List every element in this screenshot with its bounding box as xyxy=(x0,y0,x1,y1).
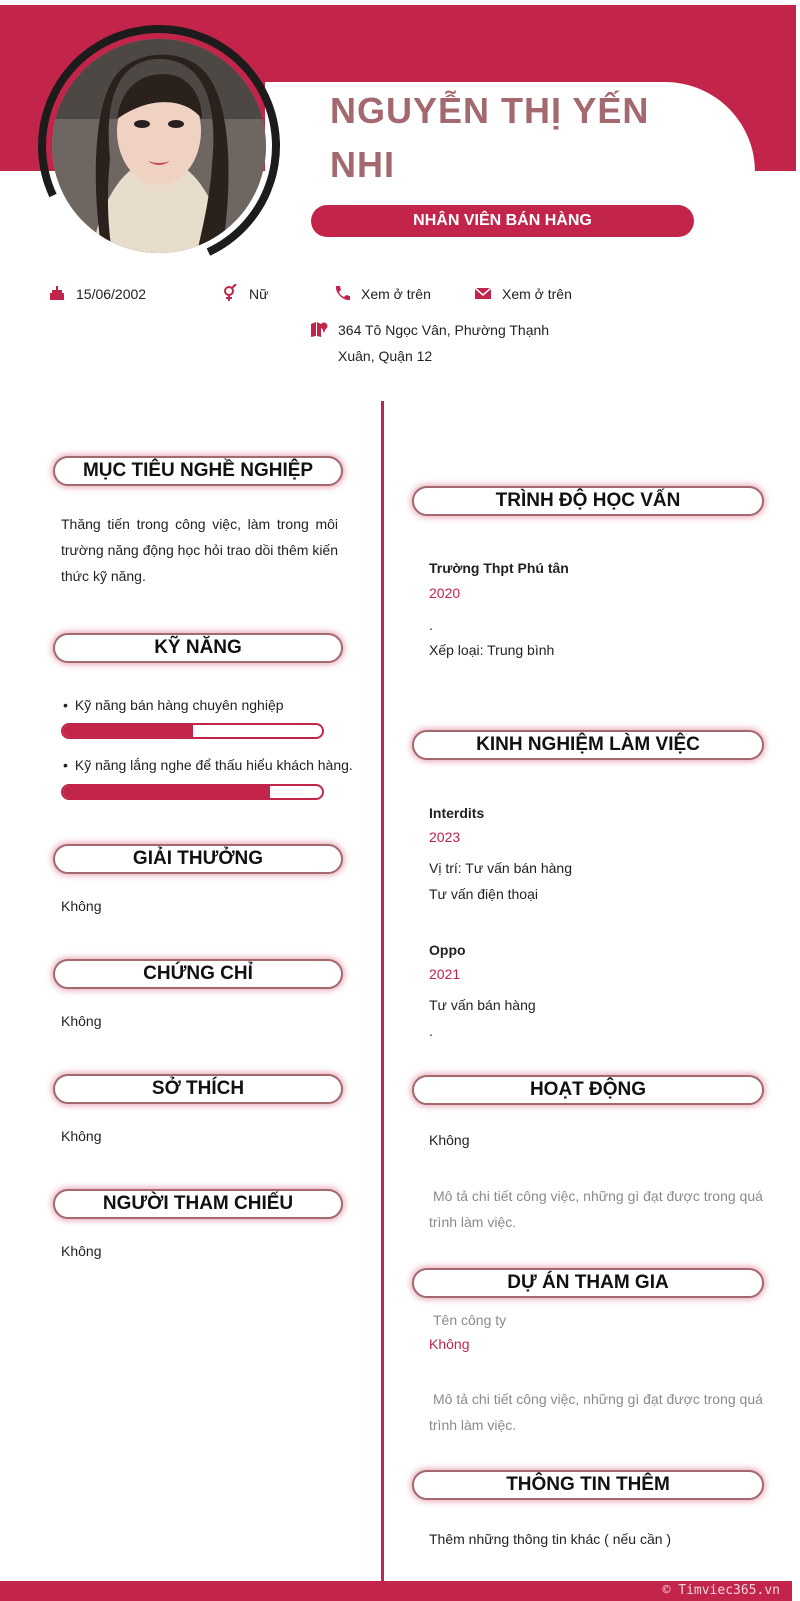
references-heading: NGƯỜI THAM CHIẾU xyxy=(53,1189,343,1219)
skill-bar-2 xyxy=(61,784,324,800)
skill-bar-1 xyxy=(61,723,324,739)
job-title-badge: NHÂN VIÊN BÁN HÀNG xyxy=(311,205,694,237)
activities-placeholder: Mô tả chi tiết công việc, những gì đạt được trong quá trình làm việc. xyxy=(429,1188,763,1230)
phone-value: Xem ở trên xyxy=(361,286,431,302)
projects-placeholder: Mô tả chi tiết công việc, những gì đạt được trong quá trình làm việc. xyxy=(429,1391,763,1433)
objective-heading: MỤC TIÊU NGHỀ NGHIỆP xyxy=(53,456,343,486)
education-school: Trường Thpt Phú tân xyxy=(429,560,569,576)
education-grade: Xếp loại: Trung bình xyxy=(429,642,555,658)
skill-item-2: • Kỹ năng lắng nghe để thấu hiểu khách hàng. xyxy=(63,757,353,773)
skill-bar-2-fill xyxy=(63,786,270,798)
email-value: Xem ở trên xyxy=(502,286,572,302)
certificates-text: Không xyxy=(61,1013,102,1029)
job-1-line1: Vị trí: Tư vấn bán hàng xyxy=(429,860,572,876)
job-2-line1: Tư vấn bán hàng xyxy=(429,997,536,1013)
job-1-company: Interdits xyxy=(429,805,485,821)
extra-text: Thêm những thông tin khác ( nếu cần ) xyxy=(429,1531,672,1547)
birthday-value: 15/06/2002 xyxy=(76,286,147,302)
skill-item-1: • Kỹ năng bán hàng chuyên nghiệp xyxy=(63,697,284,713)
projects-value: Không xyxy=(429,1336,470,1352)
address-value: 364 Tô Ngọc Vân, Phường Thạnh Xuân, Quận 12 xyxy=(338,322,550,364)
job-2-line2: . xyxy=(429,1023,433,1039)
candidate-name: NGUYỄN THỊ YẾN NHI xyxy=(330,90,650,185)
skills-heading: KỸ NĂNG xyxy=(53,633,343,663)
awards-text: Không xyxy=(61,898,102,914)
hobbies-heading: SỞ THÍCH xyxy=(53,1074,343,1104)
column-divider xyxy=(381,401,384,1581)
watermark: © Timviec365.vn xyxy=(662,1583,780,1598)
map-icon xyxy=(310,320,328,338)
hobbies-text: Không xyxy=(61,1128,102,1144)
references-text: Không xyxy=(61,1243,102,1259)
activities-text: Không xyxy=(429,1132,470,1148)
certificates-heading: CHỨNG CHỈ xyxy=(53,959,343,989)
job-2-year: 2021 xyxy=(429,966,461,982)
awards-heading: GIẢI THƯỞNG xyxy=(53,844,343,874)
job-2-company: Oppo xyxy=(429,942,466,958)
objective-text: Thăng tiến trong công việc, làm trong môi trường năng động học hỏi trao dồi thêm kiến thức kỹ năng. xyxy=(61,516,338,584)
birthday-cake-icon xyxy=(48,284,66,302)
phone-icon xyxy=(333,284,351,302)
experience-heading: KINH NGHIỆM LÀM VIỆC xyxy=(412,730,764,760)
gender-icon xyxy=(221,284,239,302)
education-year: 2020 xyxy=(429,585,461,601)
education-dot: . xyxy=(429,617,433,633)
projects-company-placeholder: Tên công ty xyxy=(433,1312,507,1328)
extra-heading: THÔNG TIN THÊM xyxy=(412,1470,764,1500)
avatar xyxy=(52,39,266,253)
job-1-year: 2023 xyxy=(429,829,461,845)
projects-heading: DỰ ÁN THAM GIA xyxy=(412,1268,764,1298)
email-icon xyxy=(474,284,492,302)
job-1-line2: Tư vấn điện thoại xyxy=(429,886,538,902)
education-heading: TRÌNH ĐỘ HỌC VẤN xyxy=(412,486,764,516)
gender-value: Nữ xyxy=(249,286,269,302)
activities-heading: HOẠT ĐỘNG xyxy=(412,1075,764,1105)
skill-bar-1-fill xyxy=(63,725,193,737)
avatar-portrait xyxy=(52,39,266,253)
